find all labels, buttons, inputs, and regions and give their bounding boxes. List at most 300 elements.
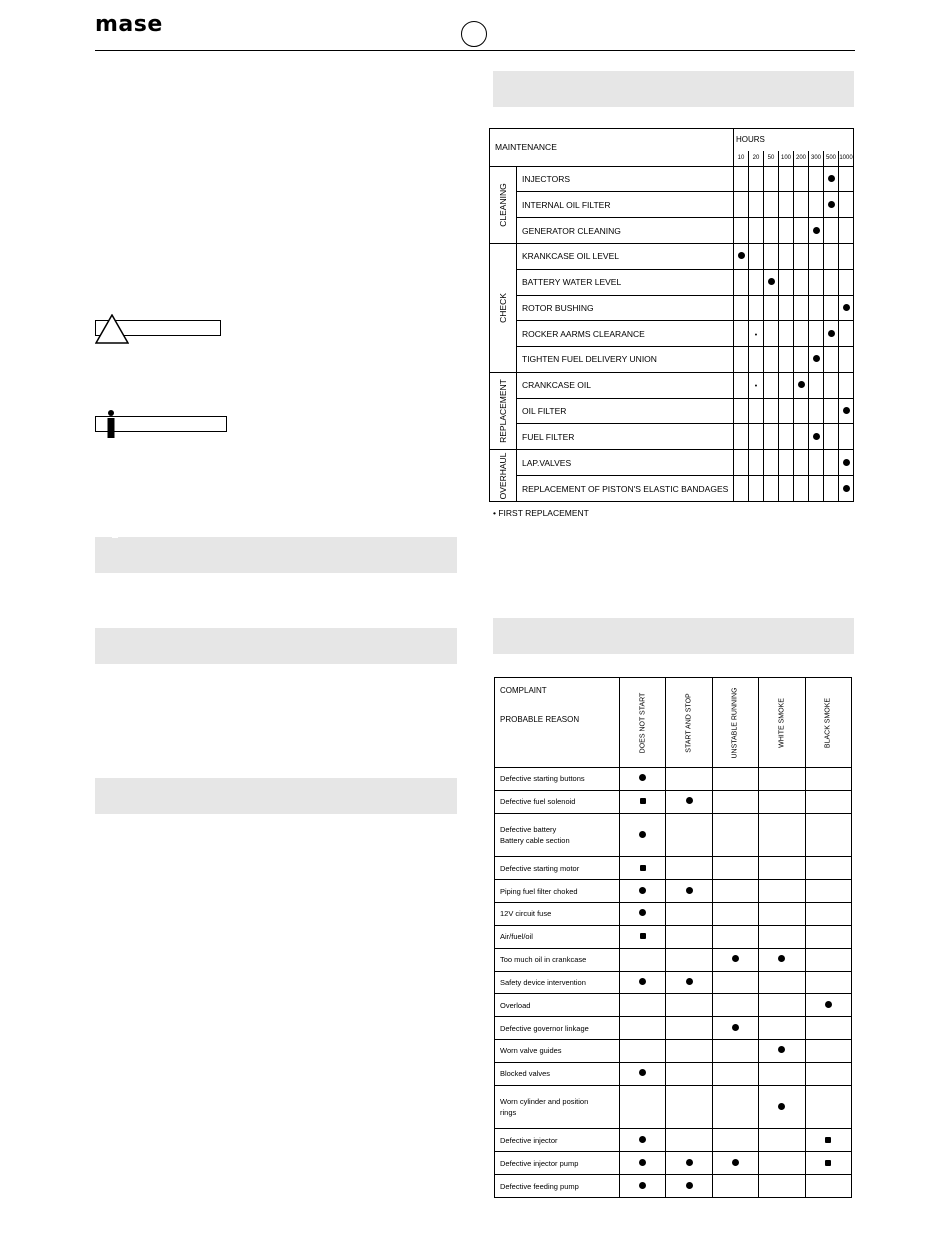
probable-reason-text: Defective fuel solenoid (500, 797, 576, 807)
probable-reason (495, 1152, 620, 1175)
maintenance-group (490, 166, 517, 243)
hours-tick-label: 100 (779, 151, 794, 166)
symptom-cell (666, 925, 712, 948)
interval-cell (749, 243, 764, 269)
symptom-square (825, 1137, 831, 1143)
complaint-row (495, 813, 852, 857)
interval-cell (734, 450, 749, 476)
interval-dot (828, 201, 835, 208)
complaint-row (495, 948, 852, 971)
symptom-dot (825, 1001, 832, 1008)
maintenance-item-label: INTERNAL OIL FILTER (517, 192, 734, 218)
first-replacement-mark: • (754, 331, 758, 339)
symptom-cell (666, 1175, 712, 1198)
maintenance-row (490, 372, 854, 398)
complaint-column (759, 678, 805, 768)
group-label: CHECK (498, 293, 508, 323)
probable-reason (495, 948, 620, 971)
probable-reason-text: Battery cable section (500, 836, 570, 846)
hours-tick-label: 20 (749, 151, 764, 166)
symptom-cell (805, 903, 851, 926)
symptom-cell (712, 1129, 758, 1152)
hours-tick-label: 10 (734, 151, 749, 166)
symptom-cell (619, 1040, 665, 1063)
probable-reason-text: Worn cylinder and position (500, 1097, 589, 1107)
maintenance-item-label: FUEL FILTER (517, 424, 734, 450)
complaint-column-label: UNSTABLE RUNNING (731, 686, 739, 759)
interval-cell (794, 450, 809, 476)
interval-cell (764, 218, 779, 244)
symptom-cell (712, 1175, 758, 1198)
symptom-cell (619, 1152, 665, 1175)
symptom-cell (666, 1040, 712, 1063)
probable-reason (495, 1062, 620, 1085)
maintenance-item-label: ROCKER AARMS CLEARANCE (517, 321, 734, 347)
symptom-cell (712, 1152, 758, 1175)
maintenance-row (490, 295, 854, 321)
symptom-cell (805, 1175, 851, 1198)
interval-cell (839, 243, 854, 269)
first-replacement-note: • FIRST REPLACEMENT (493, 508, 589, 518)
interval-dot (843, 485, 850, 492)
symptom-dot (639, 909, 646, 916)
maintenance-row (490, 192, 854, 218)
symptom-cell (712, 994, 758, 1017)
probable-reason (495, 925, 620, 948)
complaint-row (495, 925, 852, 948)
symptom-dot (686, 1159, 693, 1166)
symptom-dot (686, 887, 693, 894)
symptom-cell (666, 1152, 712, 1175)
complaint-column-label: BLACK SMOKE (824, 697, 832, 748)
symptom-cell (712, 1040, 758, 1063)
interval-cell (764, 372, 779, 398)
interval-cell (824, 192, 839, 218)
probable-reason (495, 790, 620, 813)
symptom-cell (805, 790, 851, 813)
maintenance-item-label: BATTERY WATER LEVEL (517, 269, 734, 295)
interval-dot (813, 433, 820, 440)
header-rule (95, 50, 855, 51)
complaint-column-label: DOES NOT START (639, 692, 647, 753)
interval-dot (798, 381, 805, 388)
complaint-row (495, 994, 852, 1017)
symptom-dot (639, 887, 646, 894)
interval-cell (764, 269, 779, 295)
section-band-troubleshooting (493, 618, 854, 654)
symptom-dot (778, 1103, 785, 1110)
symptom-cell (619, 994, 665, 1017)
symptom-cell (712, 857, 758, 880)
symptom-cell (666, 903, 712, 926)
interval-cell (824, 321, 839, 347)
section-band-maintenance (493, 71, 854, 107)
interval-cell (749, 166, 764, 192)
symptom-cell (712, 1085, 758, 1129)
group-label: OVERHAUL (498, 452, 508, 500)
symptom-cell (759, 857, 805, 880)
symptom-cell (805, 1017, 851, 1040)
hours-tick-label: 500 (824, 151, 839, 166)
probable-reason-text: Defective governor linkage (500, 1023, 589, 1033)
interval-cell (734, 295, 749, 321)
probable-reason (495, 880, 620, 903)
symptom-cell (619, 880, 665, 903)
probable-reason-text: 12V circuit fuse (500, 909, 552, 919)
interval-dot (843, 304, 850, 311)
symptom-dot (686, 978, 693, 985)
symptom-cell (666, 971, 712, 994)
interval-cell (779, 218, 794, 244)
symptom-cell (759, 1129, 805, 1152)
symptom-cell (712, 768, 758, 791)
interval-cell (839, 424, 854, 450)
brand-logo: mase (95, 12, 163, 37)
interval-cell (839, 218, 854, 244)
probable-reason-text: Piping fuel filter choked (500, 886, 578, 896)
symptom-cell (759, 925, 805, 948)
interval-cell (794, 166, 809, 192)
complaint-column (712, 678, 758, 768)
interval-cell (809, 347, 824, 373)
symptom-cell (759, 768, 805, 791)
symptom-cell (759, 994, 805, 1017)
symptom-cell (619, 813, 665, 857)
interval-cell (749, 192, 764, 218)
symptom-dot (778, 955, 785, 962)
complaint-row (495, 857, 852, 880)
interval-cell (824, 295, 839, 321)
probable-reason (495, 994, 620, 1017)
interval-dot (843, 459, 850, 466)
complaint-column (619, 678, 665, 768)
interval-cell (764, 295, 779, 321)
symptom-cell (666, 768, 712, 791)
interval-cell (809, 192, 824, 218)
symptom-cell (666, 880, 712, 903)
maintenance-table (489, 128, 854, 502)
symptom-cell (666, 1017, 712, 1040)
symptom-dot (639, 774, 646, 781)
probable-reason (495, 768, 620, 791)
probable-reason-text: Defective battery (500, 825, 557, 835)
symptom-cell (619, 925, 665, 948)
symptom-cell (619, 1017, 665, 1040)
probable-reason-text: Worn valve guides (500, 1046, 562, 1056)
complaint-column-label: START AND STOP (685, 692, 693, 753)
interval-cell (734, 347, 749, 373)
band-notch (112, 530, 118, 538)
symptom-cell (619, 1175, 665, 1198)
maintenance-item-label: KRANKCASE OIL LEVEL (517, 243, 734, 269)
interval-cell (809, 218, 824, 244)
interval-cell (809, 321, 824, 347)
interval-cell (779, 450, 794, 476)
symptom-cell (712, 971, 758, 994)
symptom-cell (666, 790, 712, 813)
complaint-label: COMPLAINT (500, 686, 547, 695)
interval-cell (809, 424, 824, 450)
interval-cell (779, 347, 794, 373)
symptom-cell (805, 1085, 851, 1129)
symptom-cell (805, 994, 851, 1017)
probable-reason-text: Air/fuel/oil (500, 932, 533, 942)
symptom-cell (805, 880, 851, 903)
interval-cell (764, 321, 779, 347)
interval-cell (794, 372, 809, 398)
group-label: CLEANING (498, 182, 508, 227)
symptom-cell (712, 925, 758, 948)
interval-dot (738, 252, 745, 259)
symptom-cell (759, 1085, 805, 1129)
symptom-cell (759, 1175, 805, 1198)
hours-label: HOURS (734, 129, 854, 151)
symptom-cell (712, 880, 758, 903)
interval-cell (794, 192, 809, 218)
symptom-cell (712, 1062, 758, 1085)
probable-reason (495, 1175, 620, 1198)
symptom-cell (666, 994, 712, 1017)
interval-cell (824, 398, 839, 424)
hours-tick-label: 200 (794, 151, 809, 166)
interval-cell (779, 243, 794, 269)
symptom-dot (732, 1024, 739, 1031)
hours-tick-label: 1000 (839, 151, 854, 166)
interval-cell (809, 295, 824, 321)
symptom-dot (639, 978, 646, 985)
symptom-cell (759, 790, 805, 813)
symptom-square (640, 798, 646, 804)
interval-cell (764, 398, 779, 424)
interval-cell (779, 321, 794, 347)
maintenance-item-label: REPLACEMENT OF PISTON'S ELASTIC BANDAGES (517, 476, 734, 502)
symptom-cell (759, 1152, 805, 1175)
maintenance-item-label: INJECTORS (517, 166, 734, 192)
symptom-cell (619, 971, 665, 994)
probable-reason (495, 903, 620, 926)
interval-cell (809, 372, 824, 398)
complaint-row (495, 1175, 852, 1198)
interval-cell (734, 269, 749, 295)
interval-cell (734, 476, 749, 502)
symptom-cell (805, 925, 851, 948)
symptom-cell (759, 1040, 805, 1063)
symptom-cell (619, 857, 665, 880)
maintenance-row (490, 347, 854, 373)
first-replacement-mark: • (754, 383, 758, 391)
symptom-cell (805, 857, 851, 880)
probable-reason-label: PROBABLE REASON (500, 715, 580, 724)
maintenance-item-label: TIGHTEN FUEL DELIVERY UNION (517, 347, 734, 373)
interval-cell (839, 269, 854, 295)
symptom-cell (666, 1129, 712, 1152)
maintenance-header-row (490, 129, 854, 151)
interval-cell (794, 424, 809, 450)
symptom-cell (712, 790, 758, 813)
maintenance-row (490, 166, 854, 192)
interval-cell (734, 321, 749, 347)
maintenance-group (490, 450, 517, 502)
probable-reason-text: Defective injector pump (500, 1158, 579, 1168)
interval-cell (749, 450, 764, 476)
interval-cell (794, 398, 809, 424)
interval-cell (779, 398, 794, 424)
interval-cell (749, 476, 764, 502)
interval-cell (734, 372, 749, 398)
symptom-square (640, 865, 646, 871)
interval-dot (813, 227, 820, 234)
complaint-row (495, 903, 852, 926)
probable-reason (495, 1085, 620, 1129)
interval-cell (824, 269, 839, 295)
symptom-square (825, 1160, 831, 1166)
interval-cell (839, 476, 854, 502)
probable-reason (495, 1040, 620, 1063)
page-number-circle (461, 21, 487, 47)
interval-cell (764, 166, 779, 192)
probable-reason-text: Defective injector (500, 1135, 558, 1145)
interval-cell (824, 166, 839, 192)
complaint-column (666, 678, 712, 768)
probable-reason (495, 1017, 620, 1040)
symptom-cell (712, 813, 758, 857)
maintenance-row (490, 321, 854, 347)
interval-cell (734, 398, 749, 424)
interval-cell (779, 269, 794, 295)
symptom-cell (805, 1129, 851, 1152)
troubleshooting-table (494, 677, 852, 1198)
maintenance-group (490, 372, 517, 449)
interval-cell (839, 347, 854, 373)
interval-cell (794, 476, 809, 502)
probable-reason-text: Defective starting buttons (500, 774, 585, 784)
section-band-1 (95, 537, 457, 573)
symptom-dot (732, 955, 739, 962)
symptom-dot (639, 1159, 646, 1166)
interval-cell (794, 243, 809, 269)
interval-cell (809, 166, 824, 192)
symptom-cell (759, 948, 805, 971)
probable-reason-text: Defective starting motor (500, 863, 580, 873)
symptom-cell (666, 948, 712, 971)
symptom-cell (712, 948, 758, 971)
interval-cell (794, 347, 809, 373)
interval-cell (764, 424, 779, 450)
complaint-row (495, 1062, 852, 1085)
symptom-cell (759, 903, 805, 926)
maintenance-item-label: LAP.VALVES (517, 450, 734, 476)
interval-cell (779, 295, 794, 321)
symptom-cell (619, 768, 665, 791)
interval-dot (768, 278, 775, 285)
complaint-row (495, 1085, 852, 1129)
interval-cell (824, 243, 839, 269)
interval-cell (764, 243, 779, 269)
symptom-cell (805, 813, 851, 857)
complaint-row (495, 768, 852, 791)
symptom-dot (639, 831, 646, 838)
interval-cell (839, 166, 854, 192)
symptom-cell (619, 903, 665, 926)
interval-cell (824, 424, 839, 450)
maintenance-row (490, 243, 854, 269)
interval-cell (749, 321, 764, 347)
interval-dot (843, 407, 850, 414)
hours-tick-label: 300 (809, 151, 824, 166)
interval-cell (824, 372, 839, 398)
complaint-header-labels (495, 678, 620, 768)
interval-cell (779, 424, 794, 450)
maintenance-row (490, 218, 854, 244)
section-band-3 (95, 778, 457, 814)
maintenance-row (490, 398, 854, 424)
symptom-cell (805, 948, 851, 971)
maintenance-row (490, 476, 854, 502)
probable-reason-text: Blocked valves (500, 1069, 551, 1079)
probable-reason-text: Too much oil in crankcase (500, 955, 587, 965)
symptom-cell (666, 1085, 712, 1129)
interval-cell (734, 192, 749, 218)
probable-reason (495, 813, 620, 857)
symptom-cell (805, 1040, 851, 1063)
interval-cell (839, 372, 854, 398)
symptom-cell (666, 857, 712, 880)
symptom-dot (639, 1069, 646, 1076)
interval-cell (809, 269, 824, 295)
maintenance-group (490, 243, 517, 372)
complaint-row (495, 880, 852, 903)
probable-reason-text: Defective feeding pump (500, 1181, 579, 1191)
probable-reason-text: Safety device intervention (500, 977, 586, 987)
info-icon (106, 410, 116, 438)
interval-cell (749, 295, 764, 321)
maintenance-row (490, 269, 854, 295)
symptom-cell (712, 1017, 758, 1040)
symptom-cell (619, 790, 665, 813)
interval-cell (734, 424, 749, 450)
complaint-row (495, 1017, 852, 1040)
interval-cell (734, 218, 749, 244)
section-band-2 (95, 628, 457, 664)
symptom-cell (759, 813, 805, 857)
maintenance-item-label: OIL FILTER (517, 398, 734, 424)
interval-cell (794, 269, 809, 295)
interval-cell (749, 424, 764, 450)
symptom-cell (759, 1062, 805, 1085)
symptom-cell (805, 1062, 851, 1085)
symptom-cell (805, 768, 851, 791)
complaint-row (495, 971, 852, 994)
probable-reason-text: Overload (500, 1000, 531, 1010)
interval-cell (794, 218, 809, 244)
interval-cell (824, 476, 839, 502)
probable-reason-text: rings (500, 1108, 517, 1118)
probable-reason (495, 971, 620, 994)
interval-cell (749, 269, 764, 295)
symptom-cell (666, 813, 712, 857)
maintenance-item-label: ROTOR BUSHING (517, 295, 734, 321)
interval-cell (824, 218, 839, 244)
symptom-cell (805, 971, 851, 994)
interval-cell (779, 372, 794, 398)
symptom-cell (759, 1017, 805, 1040)
hours-tick-label: 50 (764, 151, 779, 166)
symptom-cell (619, 948, 665, 971)
maintenance-item-label: GENERATOR CLEANING (517, 218, 734, 244)
symptom-cell (619, 1085, 665, 1129)
symptom-cell (712, 903, 758, 926)
interval-cell (779, 192, 794, 218)
